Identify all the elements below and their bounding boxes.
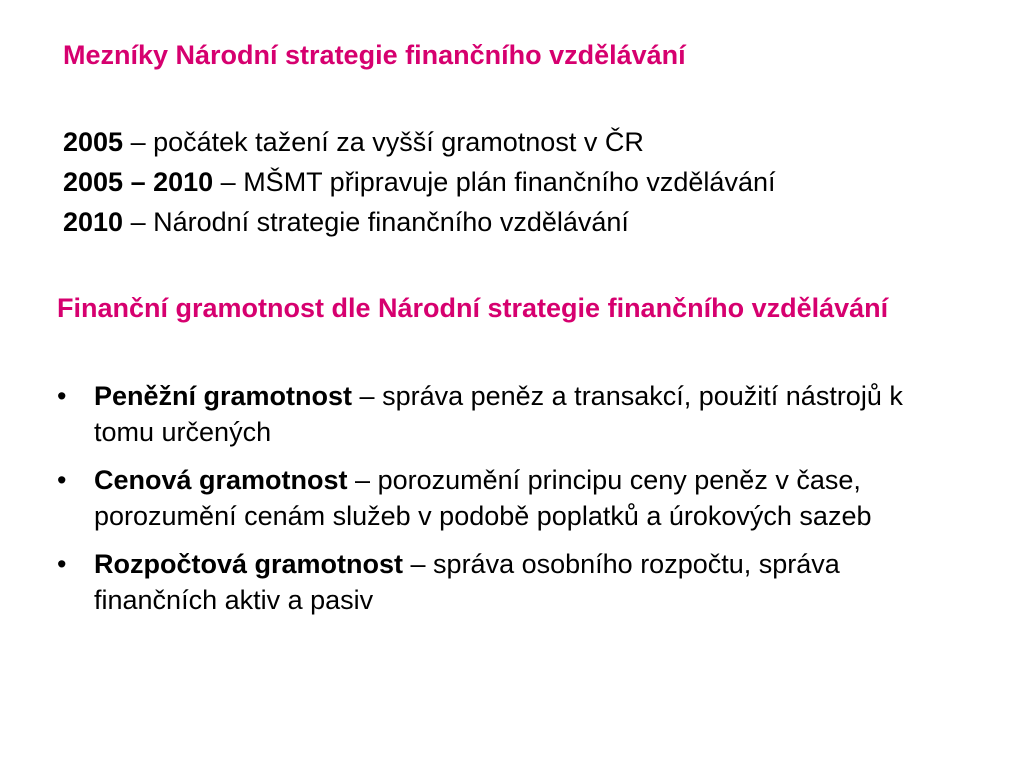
- milestone-text: počátek tažení za vyšší gramotnost v ČR: [153, 127, 644, 157]
- milestone-text: Národní strategie finančního vzdělávání: [153, 207, 629, 237]
- bullet-icon: •: [57, 465, 67, 495]
- milestone-year: 2010: [63, 207, 124, 237]
- bullet-item-budget-literacy: [57, 546, 957, 618]
- milestone-item: [63, 162, 775, 202]
- milestone-separator: –: [123, 207, 154, 237]
- bullet-icon: •: [57, 381, 67, 411]
- bullet-separator: –: [352, 381, 383, 411]
- bullet-description: správa osobního rozpočtu, správa finančních aktiv a pasiv: [94, 549, 840, 615]
- milestone-year: 2005: [63, 127, 124, 157]
- milestone-separator: –: [213, 167, 244, 197]
- slide-title: Mezníky Národní strategie finančního vzdělávání: [63, 40, 686, 70]
- literacy-bullet-list: [57, 378, 957, 630]
- bullet-item-price-literacy: [57, 462, 957, 534]
- bullet-item-money-literacy: [57, 378, 957, 450]
- milestone-separator: –: [123, 127, 154, 157]
- bullet-description: správa peněz a transakcí, použití nástrojů k tomu určených: [94, 381, 903, 447]
- milestone-year: 2005 – 2010: [63, 167, 214, 197]
- milestones-list: [63, 122, 775, 242]
- bullet-term: Cenová gramotnost: [94, 465, 348, 495]
- bullet-separator: –: [403, 549, 434, 579]
- milestone-text: MŠMT připravuje plán finančního vzdělávání: [243, 167, 776, 197]
- milestone-item: [63, 122, 775, 162]
- milestone-item: [63, 202, 775, 242]
- section-heading: Finanční gramotnost dle Národní strategie finančního vzdělávání: [57, 293, 889, 323]
- bullet-separator: –: [347, 465, 378, 495]
- bullet-icon: •: [57, 549, 67, 579]
- bullet-description: porozumění principu ceny peněz v čase, porozumění cenám služeb v podobě poplatků a úrokových sazeb: [94, 465, 872, 531]
- bullet-term: Rozpočtová gramotnost: [94, 549, 404, 579]
- bullet-term: Peněžní gramotnost: [94, 381, 353, 411]
